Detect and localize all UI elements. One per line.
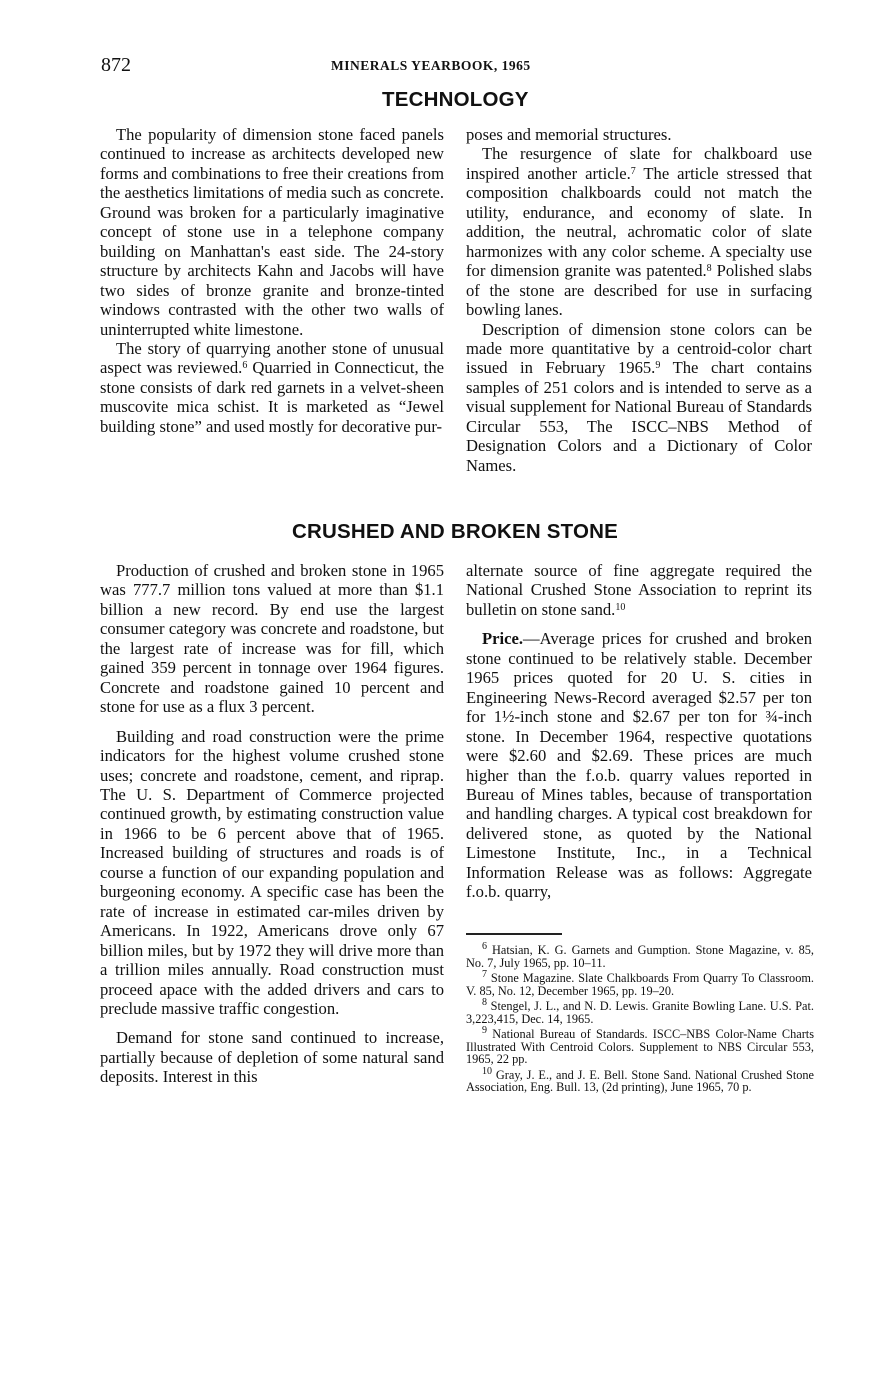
page-number: 872 bbox=[101, 54, 131, 76]
paragraph-text: The story of quarrying another stone of unusual aspect was reviewed. bbox=[100, 338, 444, 378]
footnotes bbox=[466, 941, 815, 1097]
paragraph-text: Quarried in Connecticut, the stone consists of dark red garnets in a velvet-sheen muscovite mica schist. It is marketed as “Jewel building stone” and used mostly for decorative pur- bbox=[100, 358, 444, 436]
footnote-number: 9 bbox=[482, 1025, 487, 1036]
technology-paragraph-2 bbox=[100, 339, 444, 436]
crushed-paragraph-3: Demand for stone sand continued to increase, partially because of depletion of some natural sand deposits. Interest in this bbox=[100, 1028, 444, 1087]
crushed-right-column bbox=[466, 561, 812, 902]
footnote-divider bbox=[466, 933, 562, 935]
technology-paragraph-4 bbox=[466, 320, 812, 476]
footnote bbox=[466, 1025, 814, 1066]
footnote-ref-10: 10 bbox=[615, 601, 626, 613]
crushed-paragraph-1: Production of crushed and broken stone in 1965 was 777.7 million tons valued at more than $1.1 billion a new record. By end use the largest consumer category was concrete and roadstone, but the largest rate of increase was for fill, which gained 359 percent in tonnage over 1964 figures. Concrete and roadstone gained 10 percent and stone for use as a flux 3 percent. bbox=[100, 561, 444, 717]
footnote bbox=[466, 997, 815, 1026]
technology-paragraph-1: The popularity of dimension stone faced panels continued to increase as architects developed new forms and combinations to free their creations from the aesthetics limitations of media such as concrete. Ground was broken for a particularly imaginative concept of stone use in a telephone company building on Manhattan's east side. The 24-story structure by architects Kahn and Jacobs will have two sides of bronze granite and bronze-tinted windows contrasted with the other two walls of uninterrupted white limestone. bbox=[100, 125, 444, 339]
paragraph-text: The resurgence of slate for chalkboard use inspired another article. bbox=[466, 144, 812, 183]
footnote-text: Stengel, J. L., and N. D. Lewis. Granite Bowling Lane. U.S. Pat. 3,223,415, Dec. 14, 1965. bbox=[466, 999, 815, 1026]
paragraph-text: Polished slabs of the stone are described for use in surfacing bowling lanes. bbox=[466, 261, 812, 320]
crushed-paragraph-continuation bbox=[466, 561, 812, 619]
footnote-ref-7: 7 bbox=[630, 165, 636, 177]
crushed-paragraph-2: Building and road construction were the prime indicators for the highest volume crushed stone uses; concrete and roadstone, cement, and riprap. The U. S. Department of Commerce projected continued growth, by estimating construction value in 1966 to be 6 percent above that of 1965. Increased building of structures and roads is of course a function of our expanding population and burgeoning economy. A specific case has been the rate of increase in estimated car-miles driven by Americans. In 1922, Americans drove only 67 billion miles, but by 1972 they will drive more than a trillion miles annually. Road construction must proceed apace with the added drivers and cars to preclude massive traffic congestion. bbox=[100, 726, 444, 1018]
technology-left-column bbox=[100, 125, 444, 436]
running-head: MINERALS YEARBOOK, 1965 bbox=[331, 58, 531, 73]
footnote bbox=[466, 1065, 814, 1094]
crushed-stone-heading: CRUSHED AND BROKEN STONE bbox=[292, 520, 618, 543]
footnote-number: 7 bbox=[482, 969, 487, 980]
footnote bbox=[466, 969, 814, 998]
crushed-left-column bbox=[100, 561, 444, 1087]
footnote-number: 8 bbox=[482, 997, 487, 1008]
technology-heading: TECHNOLOGY bbox=[382, 88, 529, 111]
price-paragraph bbox=[466, 629, 812, 901]
footnote-number: 6 bbox=[482, 941, 487, 952]
footnote-text: National Bureau of Standards. ISCC–NBS Color-Name Charts Illustrated With Centroid Colors. Supplement to NBS Circular 553, 1965, 22 pp. bbox=[466, 1027, 814, 1066]
footnote-ref-9: 9 bbox=[655, 360, 661, 372]
technology-right-column bbox=[466, 125, 812, 475]
price-run-in-heading: Price. bbox=[482, 629, 523, 649]
technology-paragraph-continuation: poses and memorial structures. bbox=[466, 125, 672, 144]
paragraph-text: The article stressed that composition chalkboards could not match the utility, endurance, and economy of slate. In addition, the neutral, achromatic color of slate harmonizes with any color scheme. A specialty use for dimension granite was patented. bbox=[466, 163, 812, 281]
footnote-ref-8: 8 bbox=[706, 263, 712, 275]
paragraph-text: The chart contains samples of 251 colors and is intended to serve as a visual supplement for National Bureau of Standards Circular 553, The ISCC–NBS Method of Designation Colors and a Dictionary of Color Names. bbox=[466, 358, 813, 475]
footnote-number: 10 bbox=[482, 1065, 492, 1077]
footnote-text: Stone Magazine. Slate Chalkboards From Quarry To Classroom. V. 85, No. 12, December 1965, pp. 19–20. bbox=[466, 971, 814, 998]
technology-paragraph-3 bbox=[466, 144, 812, 319]
footnote-ref-6: 6 bbox=[242, 360, 248, 372]
footnote bbox=[466, 941, 814, 970]
paragraph-text: Description of dimension stone colors can be made more quantitative by a centroid-color chart issued in February 1965. bbox=[466, 319, 812, 378]
footnote-text: Hatsian, K. G. Garnets and Gumption. Stone Magazine, v. 85, No. 7, July 1965, pp. 10–11. bbox=[466, 943, 814, 970]
paragraph-text: —Average prices for crushed and broken stone continued to be relatively stable. December 1965 prices quoted for 20 U. S. cities in Engineering News-Record averaged $2.57 per ton for 1½-inch stone and $2.67 per ton for ¾-inch stone. In December 1964, respective quotations were $2.60 and $2.69. These prices are much higher than the f.o.b. quarry values reported in Bureau of Mines tables, because of transportation and handling charges. A typical cost breakdown for delivered stone, as quoted by the National Limestone Institute, Inc., in a Technical Information Release was as follows: Aggregate f.o.b. quarry, bbox=[466, 629, 812, 902]
paragraph-text: alternate source of fine aggregate required the National Crushed Stone Association to reprint its bulletin on stone sand. bbox=[466, 561, 812, 619]
footnote-text: Gray, J. E., and J. E. Bell. Stone Sand. National Crushed Stone Association, Eng. Bull. 13, (2d printing), June 1965, 70 p. bbox=[466, 1067, 814, 1094]
